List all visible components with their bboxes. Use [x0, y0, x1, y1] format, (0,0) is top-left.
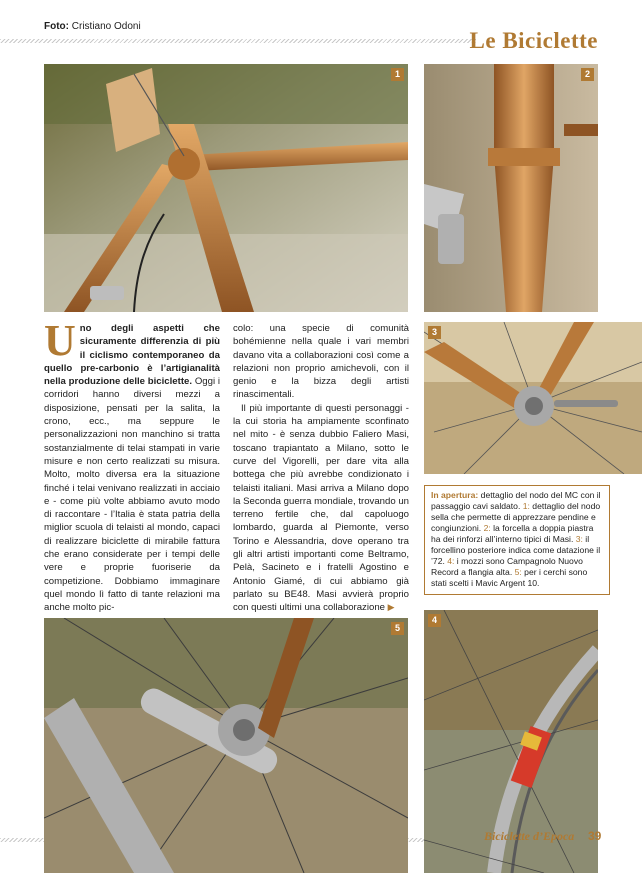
caption-text-3: il forcellino posteriore indica come datazione il ’72.	[431, 534, 601, 566]
photo-number: 4	[428, 614, 441, 627]
photo-3	[424, 322, 642, 474]
caption-text-4: i mozzi sono Campagnolo Nuovo Record a flangia alta.	[431, 556, 583, 577]
photo-2	[424, 64, 598, 312]
caption-text-5: per i cerchi sono stati scelti i Mavic Argent 10.	[431, 567, 588, 588]
footer-rule-right	[408, 838, 424, 842]
photo-number: 3	[428, 326, 441, 339]
page-number: 39	[588, 829, 602, 843]
caption-ref-3: 3:	[575, 534, 583, 544]
article-column-1	[44, 316, 220, 614]
caption-label: In apertura:	[431, 490, 479, 500]
continue-arrow-icon: ▶	[387, 602, 395, 613]
credit-name: Cristiano Odoni	[71, 21, 141, 32]
caption-ref-2: 2:	[483, 523, 491, 533]
caption-ref-1: 1:	[522, 501, 530, 511]
header-rule	[0, 39, 476, 43]
caption-intro: dettaglio del nodo del MC con il passaggio cavi saldato.	[431, 490, 601, 511]
article-paragraph-3: Il più importante di questi personaggi - la cui storia ha ampiamente sconfinato nel mito - è senza dubbio Faliero Masi, toscano trapiantato a Milano, sotto le curve del Vigorelli, per dare vita alla bottega che più avrebbe condizionato i telaisti italiani. Masi arriva a Milano dopo la Seconda guerra mondiale, trovando un terreno fertile che, dal capoluogo lombardo, guarda al Piemonte, verso Torino e Alessandria, dove operano tra gli altri artisti importanti come Beltramo, Pelà, Sacineto e i fratelli Agostino e Antonio Giamé, di cui abbiamo già parlato su BE48. Masi avvierà proprio con questi ultimi una collaborazione	[233, 402, 410, 614]
photo-number: 1	[391, 68, 404, 81]
article-column-2	[233, 322, 410, 614]
photo-number: 2	[581, 68, 594, 81]
caption-box	[424, 485, 610, 595]
section-title: Le Biciclette	[469, 28, 598, 53]
photo-1	[44, 64, 408, 312]
photo-5	[44, 618, 408, 873]
article-paragraph-2: colo: una specie di comunità bohémienne nella quale i vari membri davano vita a collaborazioni così come a relazioni non proprio amichevoli, con il genio e la bizza degli artisti rinascimentali.	[233, 323, 409, 401]
footer-magazine: Biciclette d’Epoca	[484, 829, 575, 843]
photo-number: 5	[391, 622, 404, 635]
footer-rule-left	[0, 838, 44, 842]
article-paragraph-1: Oggi i corridori hanno diversi mezzi a disposizione, pensati per la salita, la crono, ecc., ma seppure le personalizzazioni non manchino si tratta sostanzialmente di telai stampati in varie misure e non certo realizzati su misura. Molto, molto diversa era la situazione finché i telai venivano realizzati in acciaio e - come più volte abbiamo avuto modo di raccontare - l’Italia è stata patria della miglior scuola di telaisti al mondo, capaci di realizzare biciclette di mirabile fattura che erano considerate per i tempi delle vere e proprie fuoriserie da competizione. Dobbiamo immaginare quel mondo lì fatto di tante relazioni ma anche molto pic-	[44, 376, 220, 614]
caption-ref-5: 5:	[514, 567, 522, 577]
dropcap: U	[44, 316, 76, 365]
article-lead: no degli aspetti che sicuramente differenzia di più il ciclismo contemporaneo da quello pre-carbonio è l’artigianalità nella produzione delle biciclette.	[44, 323, 220, 388]
photo-credit	[44, 21, 141, 32]
caption-text-2: la forcella a doppia piastra ha dei rinforzi all’interno tipici di Masi.	[431, 523, 594, 544]
caption-ref-4: 4:	[447, 556, 455, 566]
caption-text-1: dettaglio del nodo sella che permette di apprezzare pendine e congiunzioni.	[431, 501, 601, 533]
credit-label: Foto:	[44, 21, 69, 32]
